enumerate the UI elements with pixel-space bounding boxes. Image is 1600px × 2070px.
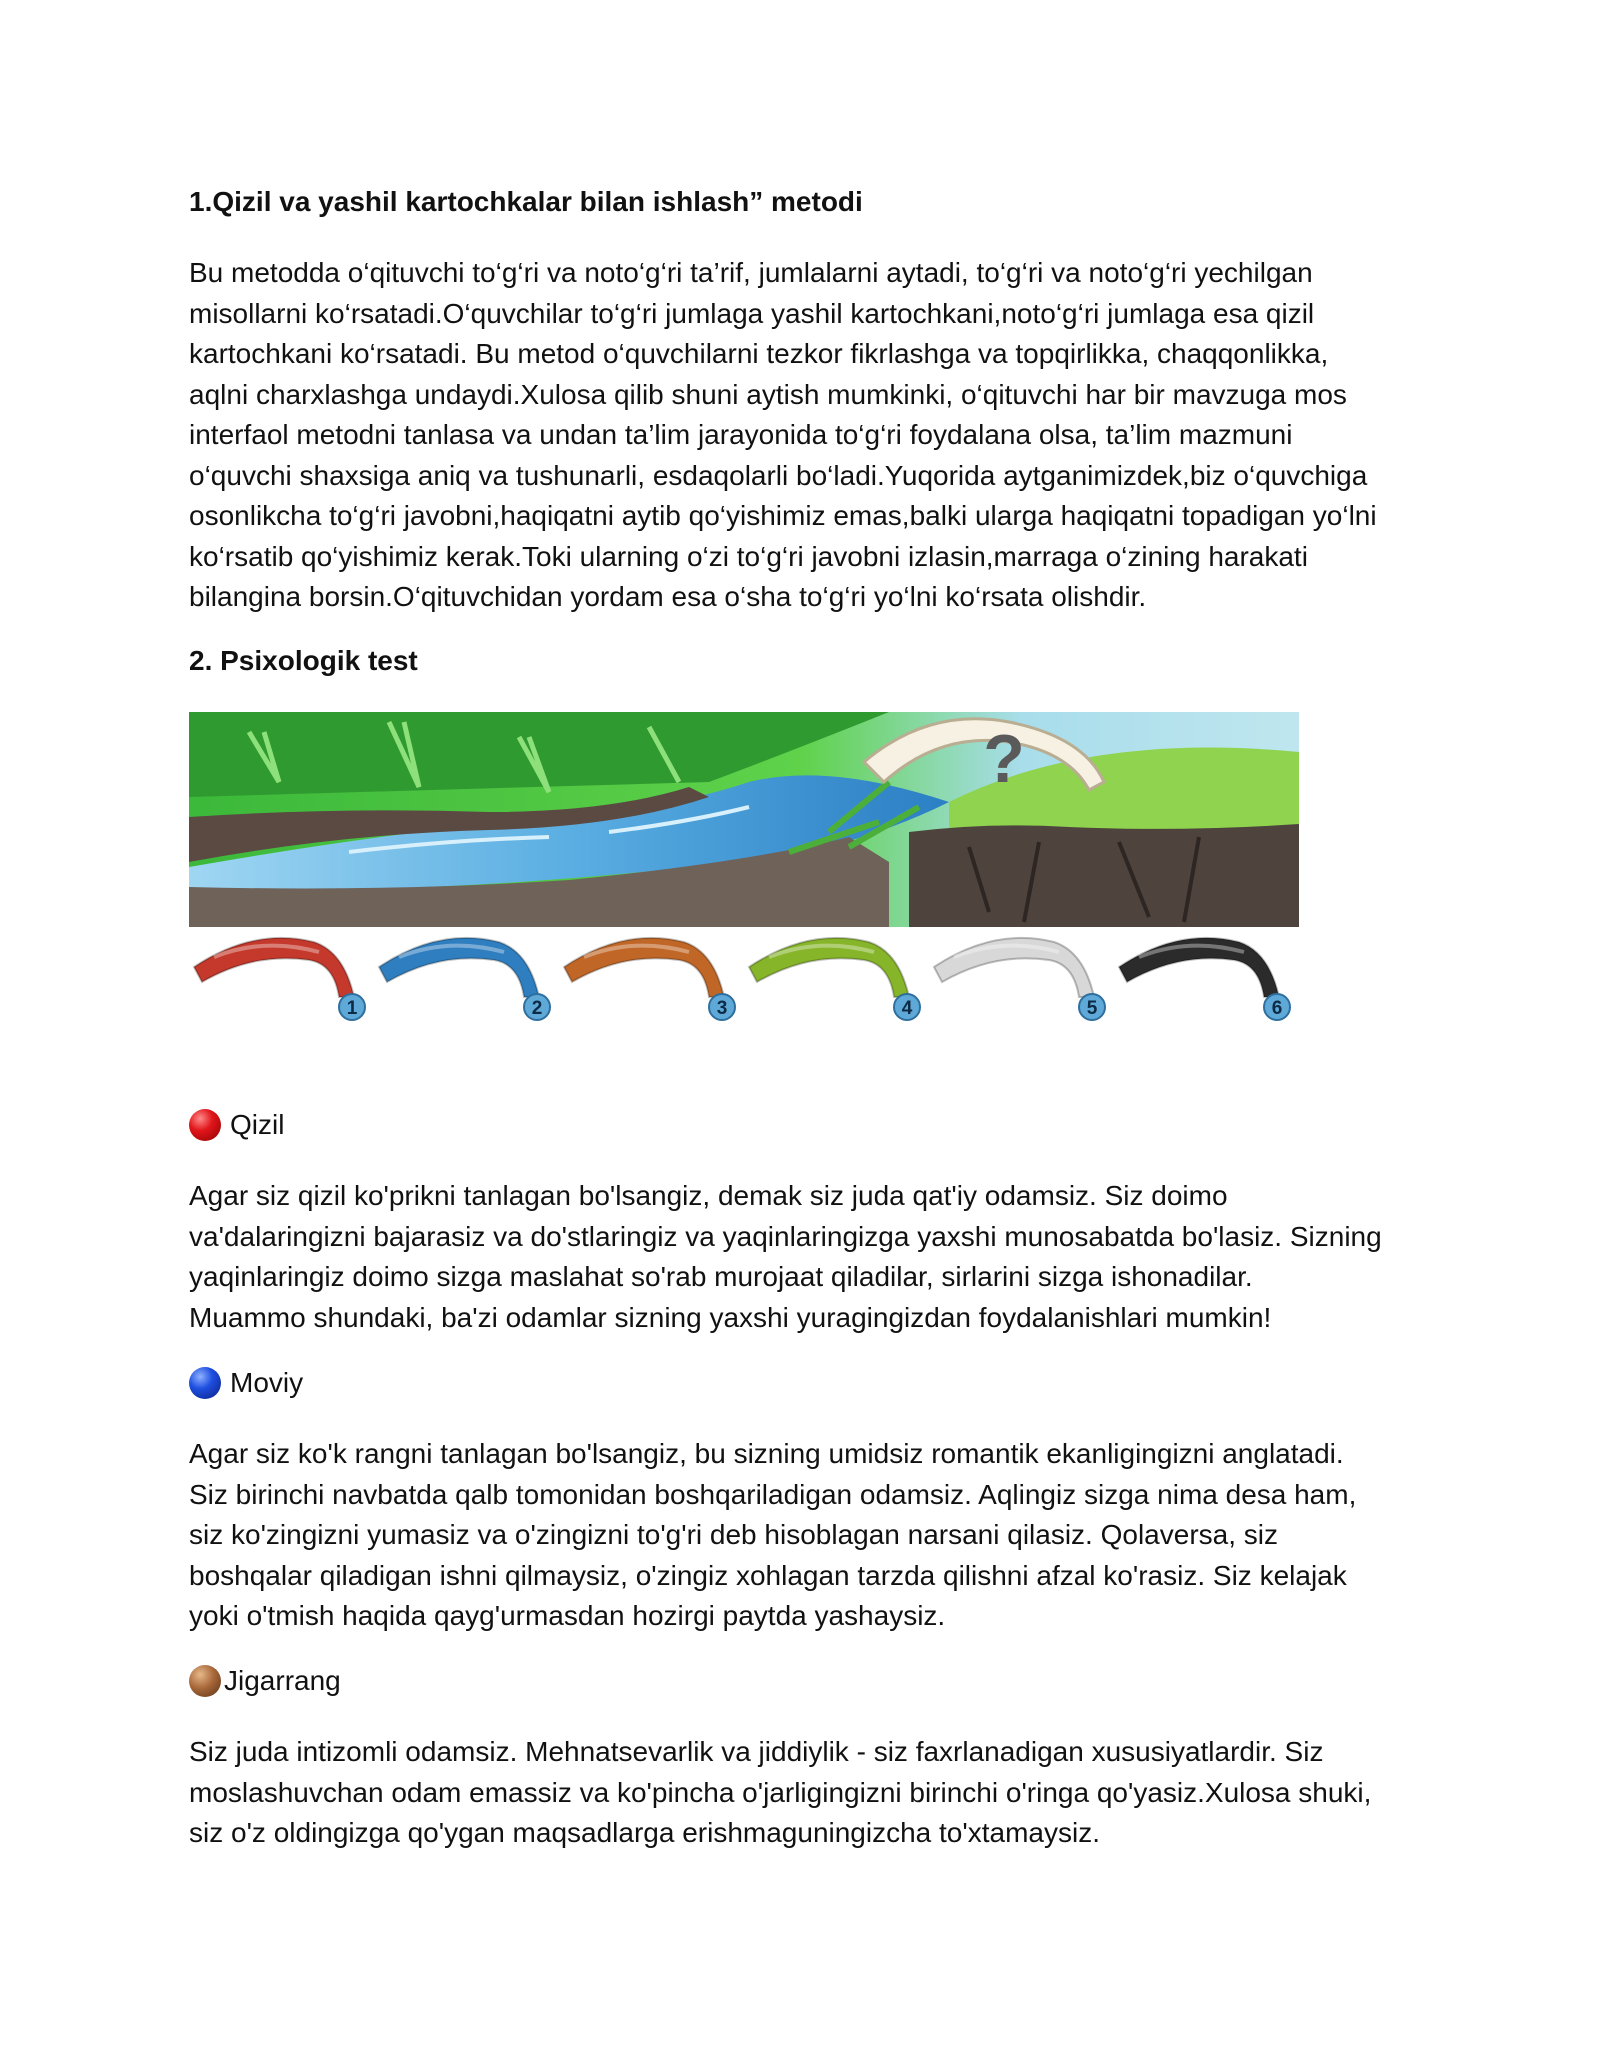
paragraph-line: siz o'z oldingizga qo'ygan maqsadlarga erishmaguningizcha to'xtamaysiz. bbox=[189, 1817, 1100, 1848]
paragraph-line: moslashuvchan odam emassiz va ko'pincha o'jarligingizni birinchi o'ringa qo'yasiz.Xulosa shuki, bbox=[189, 1776, 1372, 1808]
paragraph-line: interfaol metodni tanlasa va undan ta’lim jarayonida to‘g‘ri foydalana olsa, ta’lim mazmuni bbox=[189, 419, 1293, 450]
section-1-heading: 1.Qizil va yashil kartochkalar bilan ishlash” metodi bbox=[189, 186, 863, 217]
paragraph-line: Siz juda intizomli odamsiz. Mehnatsevarlik va jiddiylik - siz faxrlanadigan xususiyatlardir. Siz bbox=[189, 1736, 1324, 1767]
paragraph-line: Agar siz ko'k rangni tanlagan bo'lsangiz, bu sizning umidsiz romantik ekanligingizni anglatadi. bbox=[189, 1438, 1344, 1469]
paragraph-line: Bu metodda o‘qituvchi to‘g‘ri va noto‘g‘ri ta’rif, jumlalarni aytadi, to‘g‘ri va noto‘g‘ri yechilgan bbox=[189, 257, 1313, 288]
blue-circle-icon bbox=[189, 1367, 221, 1399]
blue-description bbox=[189, 1434, 1419, 1637]
color-label-blue bbox=[189, 1367, 303, 1399]
paragraph-line: boshqalar qiladigan ishni qilmaysiz, o'zingiz xohlagan tarzda qilishni afzal ko'rasiz. Siz kelajak bbox=[189, 1559, 1347, 1591]
paragraph-line: o‘quvchi shaxsiga aniq va tushunarli, esdaqolarli bo‘ladi.Yuqorida aytganimizdek,biz o‘quvchiga bbox=[189, 459, 1368, 491]
section-1-paragraph bbox=[189, 253, 1419, 618]
red-circle-icon bbox=[189, 1109, 221, 1141]
question-mark: ? bbox=[983, 721, 1025, 797]
paragraph-line: Siz birinchi navbatda qalb tomonidan boshqariladigan odamsiz. Aqlingiz sizga nima desa ham, bbox=[189, 1478, 1357, 1510]
section-2-heading: 2. Psixologik test bbox=[189, 645, 418, 676]
brown-description bbox=[189, 1732, 1419, 1854]
cliff-right bbox=[909, 824, 1299, 927]
paragraph-line: Agar siz qizil ko'prikni tanlagan bo'lsangiz, demak siz juda qat'iy odamsiz. Siz doimo bbox=[189, 1180, 1228, 1211]
paragraph-line: ko‘rsatib qo‘yishimiz kerak.Toki ularning o‘zi to‘g‘ri javobni izlasin,marraga o‘zining harakati bbox=[189, 540, 1308, 572]
color-label-text: Qizil bbox=[230, 1109, 285, 1140]
bridge-number: 6 bbox=[1271, 998, 1283, 1019]
paragraph-line: yoki o'tmish haqida qayg'urmasdan hozirgi paytda yashaysiz. bbox=[189, 1600, 946, 1631]
paragraph-line: yaqinlaringiz doimo sizga maslahat so'rab murojaat qiladilar, sirlarini sizga ishonadilar. bbox=[189, 1261, 1253, 1292]
paragraph-line: kartochkani ko‘rsatadi. Bu metod o‘quvchilarni tezkor fikrlashga va topqirlikka, chaqqonlikka, bbox=[189, 338, 1329, 369]
color-label-red bbox=[189, 1109, 284, 1141]
color-label-text: Moviy bbox=[230, 1367, 304, 1398]
bridge-number: 5 bbox=[1086, 998, 1098, 1019]
color-label-text: Jigarrang bbox=[224, 1665, 341, 1696]
paragraph-line: aqlni charxlashga undaydi.Xulosa qilib shuni aytish mumkinki, o‘qituvchi har bir mavzuga mos bbox=[189, 378, 1347, 410]
paragraph-line: bilangina borsin.O‘qituvchidan yordam esa o‘sha to‘g‘ri yo‘lni ko‘rsata olishdir. bbox=[189, 581, 1147, 612]
paragraph-line: osonlikcha to‘g‘ri javobni,haqiqatni aytib qo‘yishimiz emas,balki ularga haqiqatni topadigan yo‘lni bbox=[189, 500, 1377, 531]
bridge-number: 4 bbox=[901, 998, 913, 1019]
bridge-test-illustration bbox=[189, 712, 1299, 1037]
bridge-number: 1 bbox=[346, 998, 358, 1019]
bridge-number: 2 bbox=[531, 998, 543, 1019]
paragraph-line: va'dalaringizni bajarasiz va do'stlaringiz va yaqinlaringizga yaxshi munosabatda bo'lasiz. Sizning bbox=[189, 1220, 1382, 1252]
paragraph-line: Muammo shundaki, ba'zi odamlar sizning yaxshi yuragingizdan foydalanishlari mumkin! bbox=[189, 1301, 1272, 1333]
paragraph-line: siz ko'zingizni yumasiz va o'zingizni to'g'ri deb hisoblagan narsani qilasiz. Qolaversa, siz bbox=[189, 1519, 1279, 1550]
paragraph-line: misollarni ko‘rsatadi.O‘quvchilar to‘g‘ri jumlaga yashil kartochkani,noto‘g‘ri jumlaga esa qizil bbox=[189, 297, 1315, 329]
color-label-brown bbox=[189, 1665, 341, 1697]
red-description bbox=[189, 1176, 1419, 1338]
bridge-number: 3 bbox=[716, 998, 728, 1019]
brown-circle-icon bbox=[189, 1665, 221, 1697]
